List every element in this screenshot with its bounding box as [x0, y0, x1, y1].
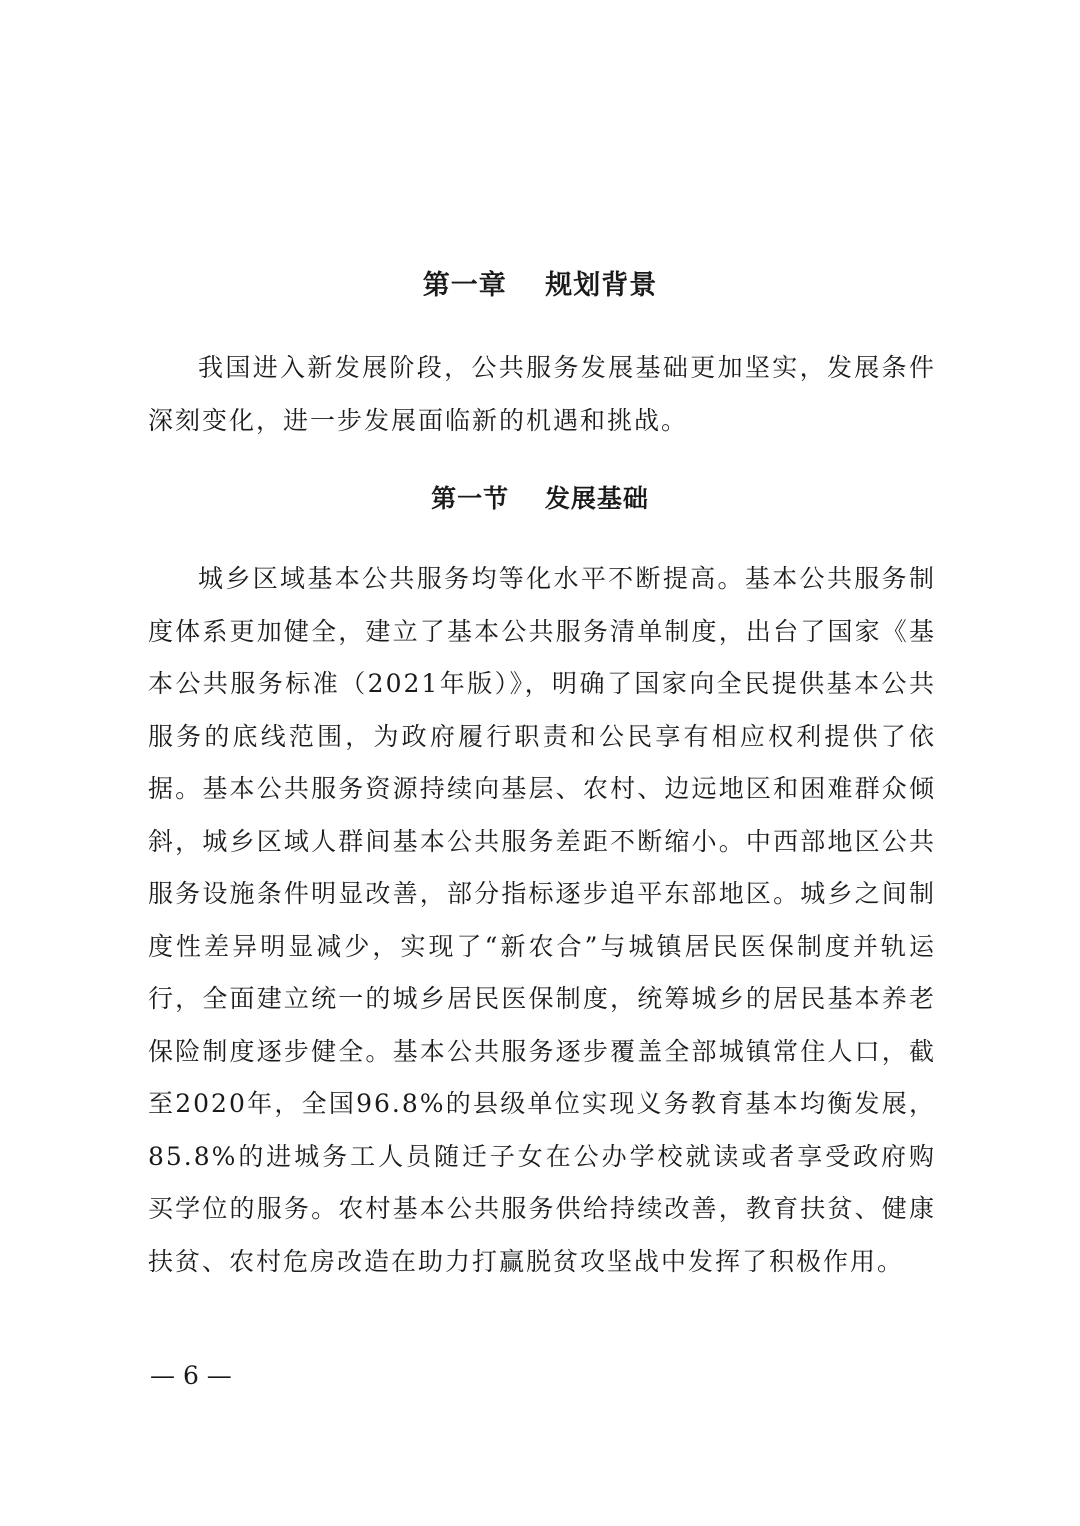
- intro-paragraph: 我国进入新发展阶段，公共服务发展基础更加坚实，发展条件深刻变化，进一步发展面临新的机遇和挑战。: [148, 353, 936, 435]
- paragraph-text: 基本公共服务制度体系更加健全，建立了基本公共服务清单制度，出台了国家《基本公共服务标准（2021年版）》，明确了国家向全民提供基本公共服务的底线范围，为政府履行职责和公民享有相应权利提供了依据。基本公共服务资源持续向基层、农村、边远地区和困难群众倾斜，城乡区域人群间基本公共服务差距不断缩小。中西部地区公共服务设施条件明显改善，部分指标逐步追平东部地区。城乡之间制度性差异明显减少，实现了“新农合”与城镇居民医保制度并轨运行，全面建立统一的城乡居民医保制度，统筹城乡的居民基本养老保险制度逐步健全。基本公共服务逐步覆盖全部城镇常住人口，截至2020年，全国96.8%的县级单位实现义务教育基本均衡发展，85.8%的进城务工人员随迁子女在公办学校就读或者享受政府购买学位的服务。农村基本公共服务供给持续改善，教育扶贫、健康扶贫、农村危房改造在助力打赢脱贫攻坚战中发挥了积极作用。: [148, 564, 936, 1276]
- page-number: — 6 —: [150, 1361, 232, 1390]
- chapter-title: 第一章 规划背景: [422, 270, 658, 301]
- body-paragraph: [148, 553, 936, 1288]
- paragraph-lead-sentence: 城乡区域基本公共服务均等化水平不断提高。: [198, 564, 745, 593]
- section-title: 第一节 发展基础: [431, 484, 649, 513]
